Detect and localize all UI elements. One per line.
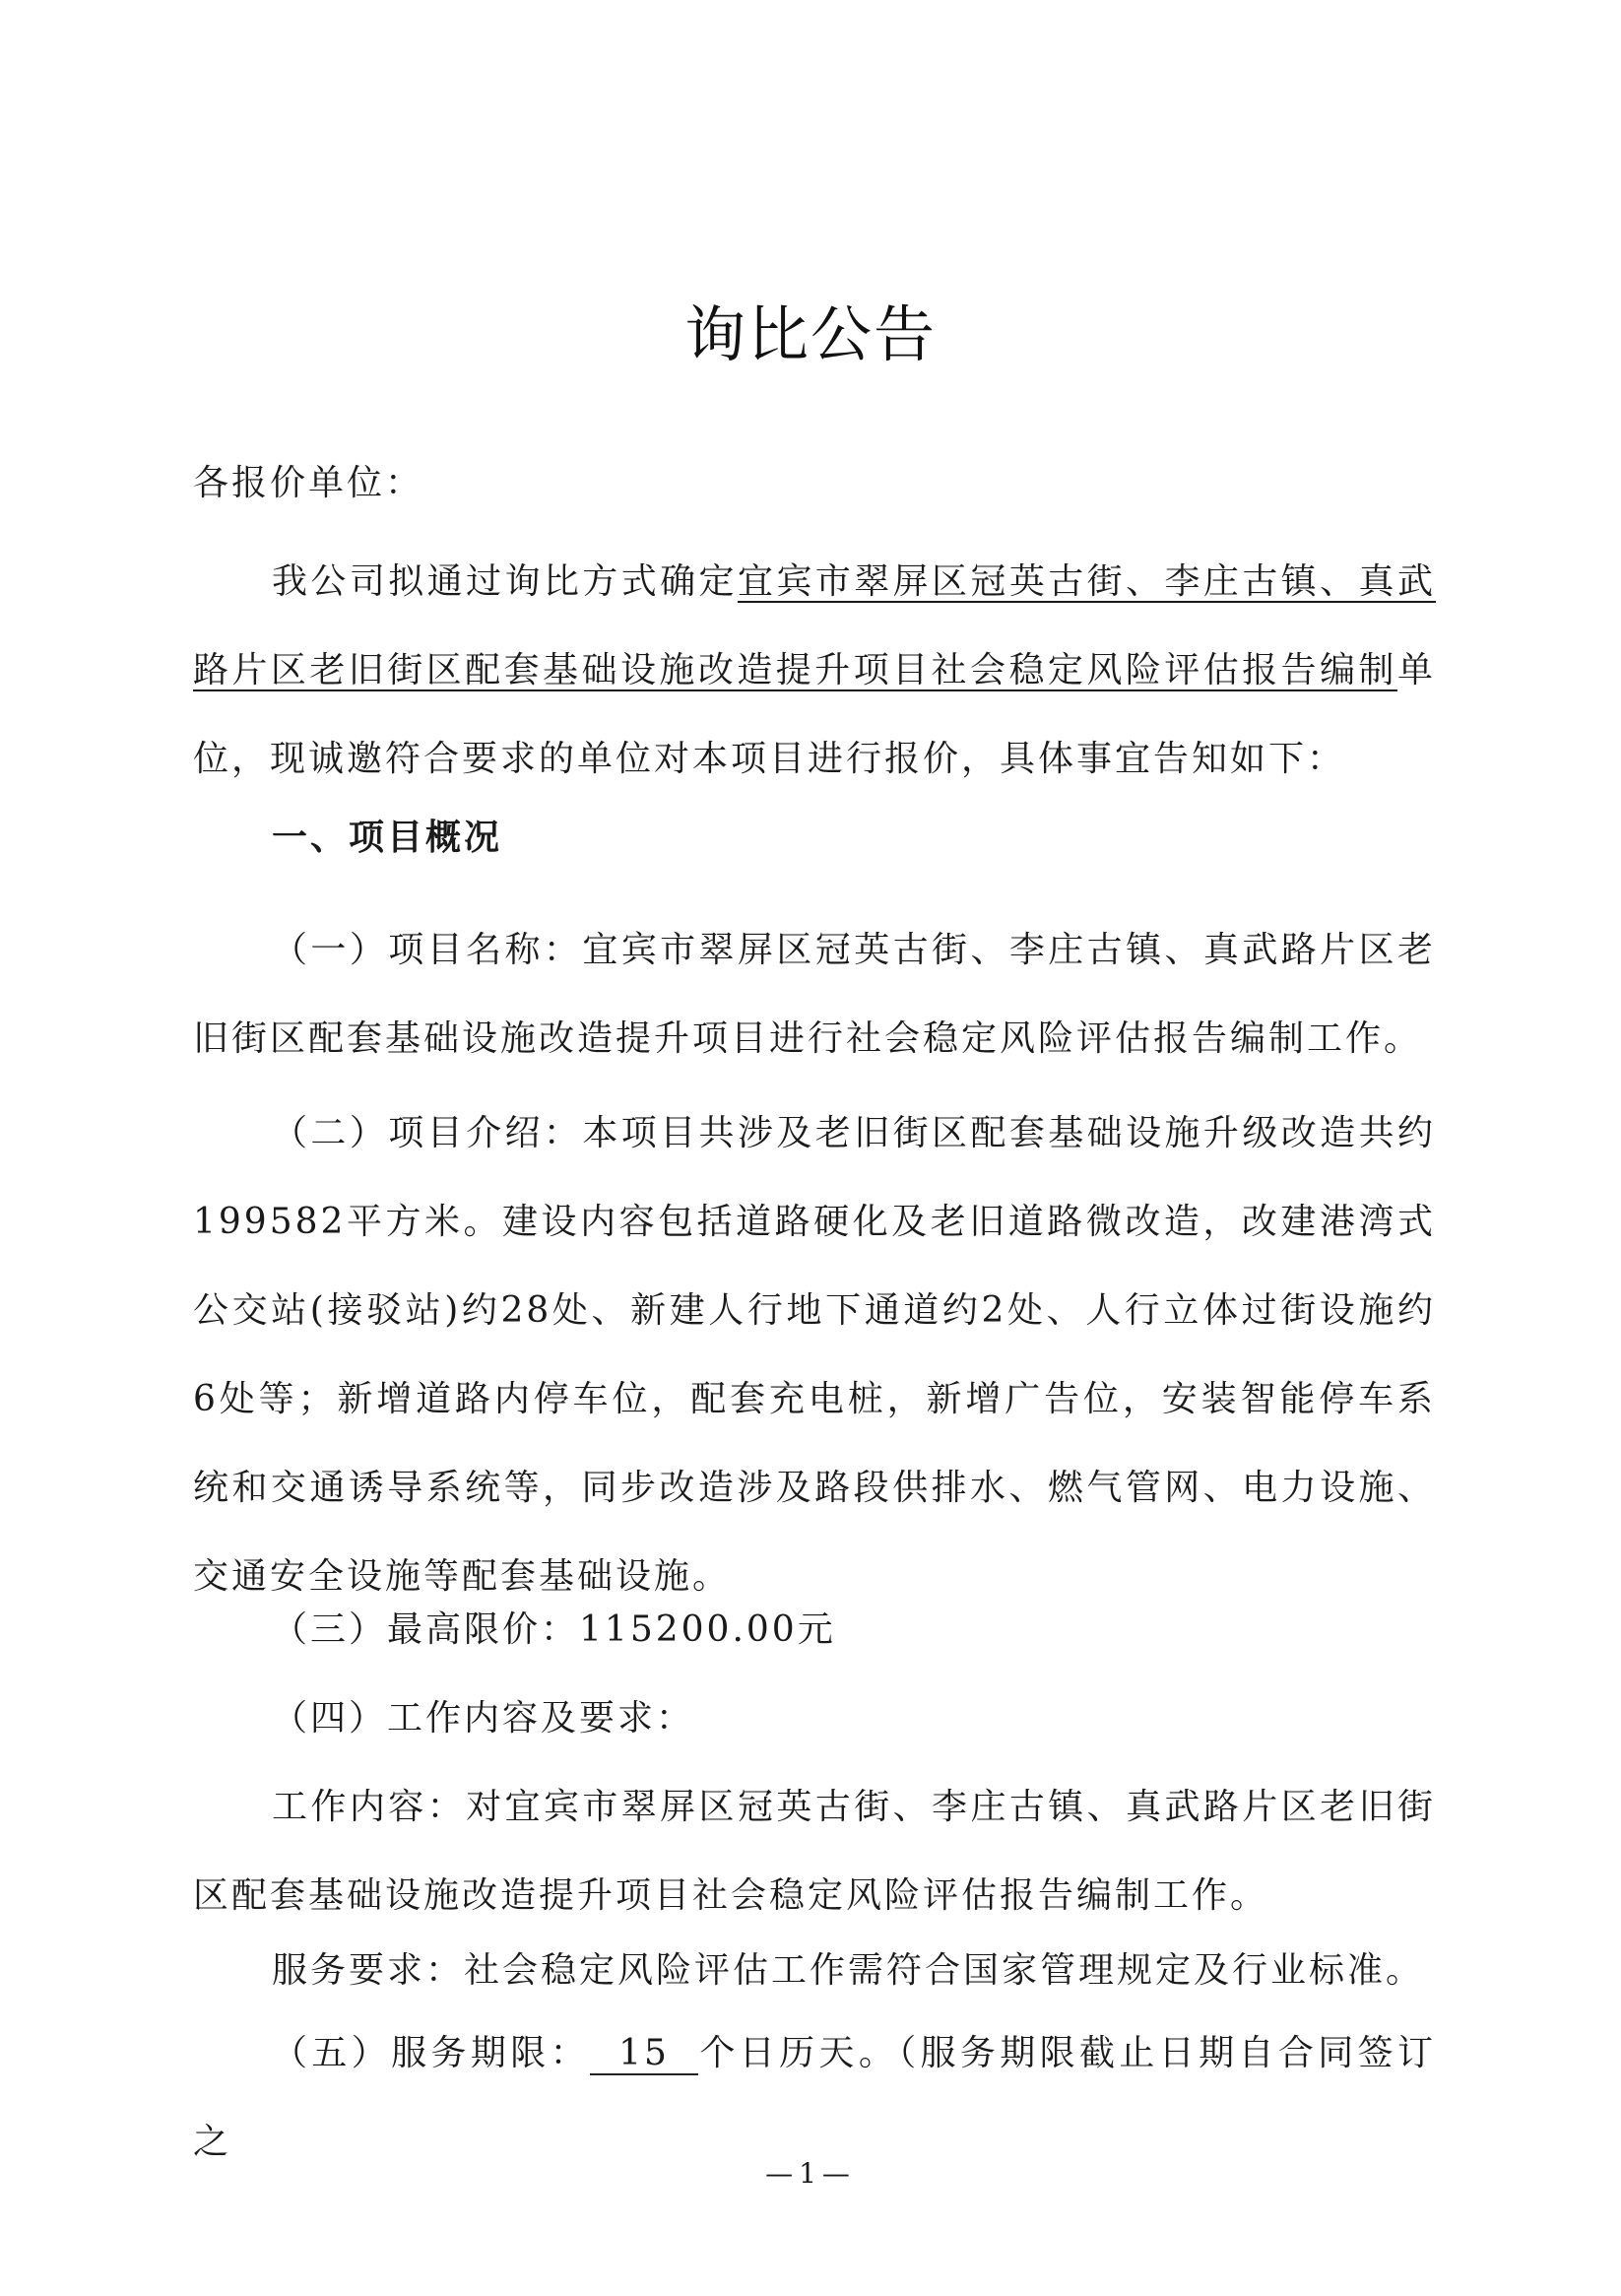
service-requirements-paragraph bbox=[193, 1927, 1436, 2015]
item2-text: 本项目共涉及老旧街区配套基础设施升级改造共约199582平方米。建设内容包括道路硬化及老旧道路微改造，改建港湾式公交站(接驳站)约28处、新建人行地下通道约2处、人行立体过街设施约6处等；新增道路内停车位，配套充电桩，新增广告位，安装智能停车系统和交通诱导系统等，同步改造涉及路段供排水、燃气管网、电力设施、交通安全设施等配套基础设施。 bbox=[193, 1113, 1436, 1597]
salutation bbox=[193, 439, 1436, 528]
item5-text: 个日历天。（服务期限截止日期自合同签订之 bbox=[193, 2033, 1436, 2162]
item1-text: 宜宾市翠屏区冠英古街、李庄古镇、真武路片区老旧街区配套基础设施改造提升项目进行社会稳定风险评估报告编制工作。 bbox=[193, 930, 1436, 1059]
intro-pre: 我公司拟通过询比方式确定 bbox=[272, 561, 738, 602]
item-max-price bbox=[193, 1586, 1436, 1674]
work-content-paragraph bbox=[193, 1763, 1436, 1940]
intro-paragraph bbox=[193, 538, 1436, 804]
intro-post: 单位，现诚邀符合要求的单位对本项目进行报价，具体事宜告知如下： bbox=[193, 650, 1436, 779]
section-heading-text: 一、项目概况 bbox=[272, 818, 503, 858]
item1-label: （一）项目名称： bbox=[272, 930, 583, 970]
item3-label: （三）最高限价： bbox=[272, 1609, 580, 1650]
document-title: 询比公告 bbox=[683, 298, 937, 370]
item-project-intro bbox=[193, 1089, 1436, 1621]
item4-label: （四）工作内容及要求： bbox=[272, 1698, 695, 1738]
intro-project-name: 宜宾市翠屏区冠英古街、李庄古镇、真武路片区老旧街区配套基础设施改造提升项目社会稳定风险评估报告编制 bbox=[193, 561, 1436, 690]
work-content-text: 工作内容：对宜宾市翠屏区冠英古街、李庄古镇、真武路片区老旧街区配套基础设施改造提升项目社会稳定风险评估报告编制工作。 bbox=[193, 1787, 1436, 1916]
item2-label: （二）项目介绍： bbox=[272, 1113, 583, 1153]
item-work-requirements bbox=[193, 1674, 1436, 1763]
service-requirements-text: 服务要求：社会稳定风险评估工作需符合国家管理规定及行业标准。 bbox=[272, 1950, 1425, 1991]
item5-label: （五）服务期限： bbox=[272, 2033, 590, 2073]
item-project-name bbox=[193, 906, 1436, 1083]
section-heading-overview bbox=[193, 794, 1436, 883]
page-number: —1— bbox=[765, 2157, 856, 2190]
service-period-value: 15 bbox=[590, 2034, 698, 2075]
salutation-text: 各报价单位： bbox=[193, 463, 424, 503]
item3-text: 115200.00元 bbox=[579, 1609, 836, 1650]
